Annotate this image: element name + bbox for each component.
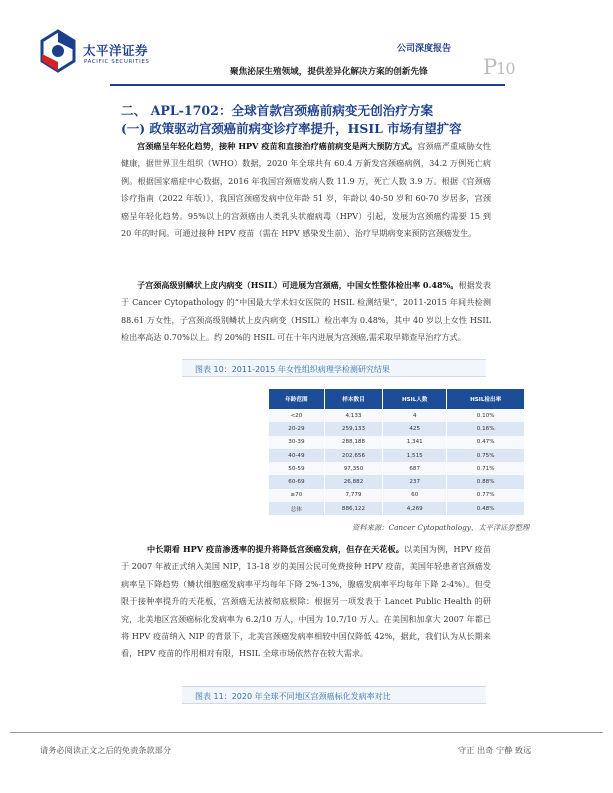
header-divider (110, 84, 505, 86)
table-row: <20 4,133 4 0.10% (269, 409, 525, 422)
table-row: 60-69 26,882 237 0.88% (269, 475, 525, 488)
figure-11-caption: 图表 11：2020 年全球不同地区宫颈癌标化发病率对比 (182, 686, 486, 704)
table-row: 总体 886,122 4,269 0.48% (269, 502, 525, 515)
footer-divider (10, 732, 603, 733)
report-type-label: 公司深度报告 (397, 44, 452, 54)
table-header-row (269, 389, 525, 409)
table-row: 50-59 97,350 687 0.71% (269, 462, 525, 475)
logo-name-en: PACIFIC SECURITIES (84, 59, 150, 65)
table-row: 30-39 288,188 1,341 0.47% (269, 436, 525, 449)
paragraph-3 (121, 541, 491, 663)
paragraph-1 (121, 138, 491, 242)
page-number: P10 (483, 55, 515, 79)
paragraph-3-lead: 中长期看 HPV 疫苗渗透率的提升将降低宫颈癌发病，但存在天花板。 (147, 544, 405, 554)
paragraph-1-lead: 宫颈癌呈年轻化趋势，接种 HPV 疫苗和直接治疗癌前病变是两大预防方式。 (137, 141, 418, 151)
logo-name-cn: 太平洋证券 (83, 43, 149, 58)
column-header: 年龄范围 (269, 389, 324, 409)
paragraph-2 (121, 277, 491, 347)
footer-motto: 守正 出奇 宁静 致远 (458, 745, 532, 755)
column-header: 样本数目 (324, 389, 382, 409)
paragraph-1-body: 宫颈癌严重威胁女性健康，据世界卫生组织（WHO）数据，2020 年全球共有 60.4 万新发宫颈癌病例，34.2 万例死亡病例。根据国家癌症中心数据，2016 年我国宫颈癌发病人数 11.9 万，死亡人数 3.9 万。根据《宫颈癌诊疗指南（2022 年版）》，我国宫颈癌发病中位年龄 51 岁，年龄以 40-50 岁和 60-70 岁居多，宫颈癌呈年轻化趋势。95%以上的宫颈癌由人类乳头状瘤病毒（HPV）引起，发展为宫颈癌约需要 15 到 20 年的时间。可通过接种 HPV 疫苗（需在 HPV 感染发生前）、治疗早期病变来预防宫颈癌发生。 (121, 141, 491, 239)
column-header: HSIL检出率 (447, 389, 525, 409)
paragraph-2-lead: 子宫颈高级别鳞状上皮内病变（HSIL）可进展为宫颈癌，中国女性整体检出率 0.48%。 (137, 280, 459, 290)
paragraph-3-body: 以美国为例，HPV 疫苗于 2007 年被正式纳入美国 NIP，13-18 岁的美国公民可免费接种 HPV 疫苗，美国年轻患者宫颈癌发病率呈下降趋势（鳞状细胞癌发病率平均每年下降 2%-13%，腺癌发病率平均每年下降 2-4%）。但受限于接种率提升的天花板，宫颈癌无法被彻底根除：根据另一项发表于 Lancet Public Health 的研究，北美地区宫颈癌标化发病率为 6.2/10 万人，中国为 10.7/10 万人。在美国和加拿大 2007 年都已将 HPV 疫苗纳入 NIP 的背景下，北美宫颈癌发病率相较中国仅降低 42%，据此，我们认为从长期来看，HPV 疫苗的作用相对有限，HSIL 全球市场依然存在较大需求。 (121, 544, 491, 659)
figure-10-source: 资料来源：Cancer Cytopathology，太平洋证券整理 (352, 523, 530, 532)
subsection-title: (一) 政策驱动宫颈癌前病变诊疗率提升，HSIL 市场有望扩容 (121, 121, 462, 136)
company-logo (38, 28, 158, 74)
footer-disclaimer: 请务必阅读正文之后的免责条款部分 (40, 745, 172, 755)
column-header: HSIL人数 (383, 389, 447, 409)
paragraph-2-body: 根据发表于 Cancer Cytopathology 的“中国最大学术妇女医院的 HSIL 检测结果”，2011-2015 年间共检测 88.61 万女性，子宫颈高级别鳞状上皮内病变（HSIL）检出率为 0.48%，其中 40 岁以上女性 HSIL 检出率高达 0.70%以上。约 20%的 HSIL 可在十年内进展为宫颈癌,需采取早筛查早治疗方式。 (121, 280, 491, 343)
figure-10-caption: 图表 10：2011-2015 年女性组织病理学检测研究结果 (182, 359, 486, 377)
report-tagline: 聚焦泌尿生殖领域，提供差异化解决方案的创新先锋 (230, 67, 428, 77)
hsil-detection-table (269, 389, 525, 515)
section-title: 二、 APL-1702：全球首款宫颈癌前病变无创治疗方案 (121, 103, 434, 118)
table-row: 20-29 259,133 425 0.16% (269, 422, 525, 435)
logo-mark-icon (38, 28, 78, 74)
table-row: ≥70 7,779 60 0.77% (269, 489, 525, 502)
table-row: 40-49 202,656 1,515 0.75% (269, 449, 525, 462)
